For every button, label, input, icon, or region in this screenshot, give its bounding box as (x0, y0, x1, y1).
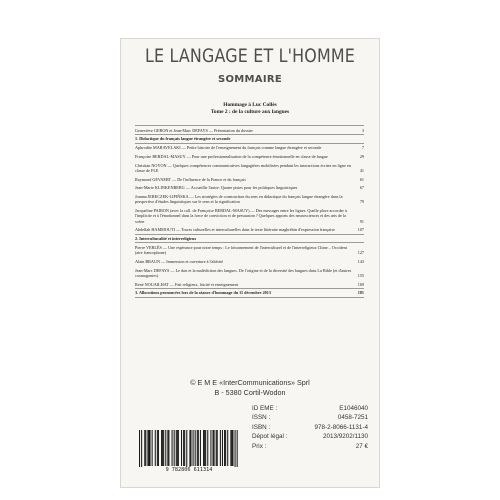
section-title-1: 1. Didactique du français langue étrangère et seconde (135, 136, 231, 142)
meta-isbn-label: ISBN : (252, 423, 271, 431)
publisher-name: © E M E «InterCommunications» Sprl (190, 378, 310, 387)
barcode-bar (210, 430, 211, 466)
barcode-bar (207, 430, 208, 466)
barcode-bar (204, 430, 205, 466)
toc-entry (135, 245, 364, 256)
sommaire-heading: SOMMAIRE (218, 74, 282, 85)
toc-entry-text: Geneviève GERON et Jean-Marc DEFAYS — Présentation du dossier (135, 127, 253, 133)
toc-entry-page: 29 (359, 153, 364, 159)
meta-isbn-value: 978-2-8066-1131-4 (314, 423, 368, 431)
barcode-bar (231, 430, 232, 466)
toc-entry (135, 145, 364, 150)
barcode-bar (141, 430, 142, 470)
meta-id-row (252, 404, 368, 413)
barcode-bar (144, 430, 145, 466)
barcode-bar (178, 430, 179, 466)
barcode-bar (200, 430, 201, 466)
meta-issn-value: 0458-7251 (337, 414, 368, 422)
toc-entry-page: 181 (357, 290, 364, 296)
meta-isbn-row (252, 423, 368, 432)
toc-entry (135, 177, 364, 182)
barcode-bar (152, 430, 153, 466)
barcode-bar (168, 430, 169, 466)
barcode-bar (190, 430, 191, 466)
toc-entry (135, 163, 364, 174)
meta-price-row (252, 442, 368, 451)
toc-entry-page: 67 (359, 185, 364, 191)
hommage-line-1: Hommage à Luc Collès (223, 102, 277, 108)
toc-entry-text: 3. Allocutions prononcées lors de la séance d'hommage du 11 décembre 2013 (135, 290, 271, 296)
barcode-bar (217, 430, 218, 466)
toc-entry-text: Jean-Marie KLINKENBERG — Accueillir l'autre. Quatre pistes pour les politiques linguistiques (135, 185, 298, 191)
barcode-bar (203, 430, 204, 466)
toc-entry-page: 169 (357, 281, 364, 287)
barcode-bar (177, 430, 178, 466)
barcode-bar (193, 430, 194, 466)
barcode-bar (235, 430, 236, 470)
meta-price-label: Prix : (252, 442, 267, 450)
barcode-digits: 9 782806 611314 (136, 467, 242, 473)
barcode-bar (162, 430, 163, 466)
barcode-bar (195, 430, 196, 466)
toc-entry (135, 208, 364, 224)
publisher-address: B - 5380 Cortil-Wodon (214, 388, 286, 397)
toc-entry (135, 282, 364, 287)
barcode-bar (174, 430, 175, 466)
toc-entry-text: Raymond GEVAERT — De l'influence de la France et du français (135, 176, 246, 182)
barcode-bar (148, 430, 149, 466)
hommage-line-2: Tome 2 : de la culture aux langues (210, 109, 290, 115)
toc-entry-text: René NOUAILHAT — Fait religieux, laïcité et enseignement (135, 281, 238, 287)
toc-entry-text: Joanna JERECZEK-LIPIŃSKA — Les stratégies de construction du sens en didactique du français langue étrangère dans la perspective d'études linguistiques sur le sens et la signification (135, 193, 343, 205)
barcode-bar (230, 430, 231, 466)
barcode-bar (183, 430, 184, 466)
table-of-contents (135, 124, 364, 299)
divider (135, 143, 364, 144)
toc-entry-allocutions (135, 290, 364, 295)
divider (135, 242, 364, 243)
barcode-bar (189, 430, 190, 470)
meta-price-value: 27 € (355, 442, 368, 450)
toc-entry (135, 268, 364, 279)
barcode-bar (172, 430, 173, 466)
meta-depot-value: 2013/9202/1130 (322, 433, 368, 441)
toc-entry-text: Aphrodite MARAVELAKI — Petite histoire de l'enseignement du français comme langue étrangère et seconde (135, 145, 322, 151)
toc-entry-text: Pierre VERLÈS — Une espérance pour notre temps : Le foisonnement de l'interculturel et de l'interreligieux Chine – Occident (aire francophone) (135, 244, 347, 256)
barcode-bar (163, 430, 164, 466)
barcode-bar (205, 430, 206, 466)
barcode-bar (181, 430, 182, 466)
toc-entry-page: 61 (359, 176, 364, 182)
toc-entry-text: Jean-Marc DEFAYS — Le don et la malédiction des langues. De l'origine et de la diversité des langues dans La Bible (et d'autres cosmogonies) (135, 267, 352, 278)
toc-entry-text: Françoise BERDAL-MASUY — Pour une professionnalisation de la compétence émotionnelle en classe de langue (135, 153, 328, 159)
barcode-bar (157, 430, 158, 466)
toc-entry (135, 194, 364, 205)
barcode-bar (222, 430, 223, 466)
barcode-bar (167, 430, 168, 466)
barcode-bar (176, 430, 177, 466)
barcode-bars (136, 430, 242, 470)
toc-entry-page: 143 (357, 258, 364, 264)
barcode-bar (158, 430, 159, 466)
meta-depot-row (252, 432, 368, 441)
toc-entry-page: 127 (357, 250, 364, 256)
toc-entry-page: 155 (357, 272, 364, 278)
meta-id-value: E1046040 (339, 405, 368, 412)
toc-entry-text: Christian NOYON — Quelques compétences communicatives langagières mobilisées pendant les interactions écrites en ligne en classe de FLE (135, 162, 351, 173)
toc-entry-intro (135, 128, 364, 133)
barcode-bar (224, 430, 225, 466)
toc-entry (135, 259, 364, 264)
hommage-heading (0, 102, 500, 116)
toc-entry-page: 7 (361, 145, 364, 151)
barcode-bar (213, 430, 214, 466)
toc-entry-page: 41 (359, 167, 364, 173)
barcode-bar (227, 430, 228, 466)
publication-metadata (252, 404, 368, 451)
divider (135, 234, 364, 235)
barcode-bar (161, 430, 162, 466)
divider (135, 288, 364, 289)
divider (135, 125, 364, 126)
toc-entry-text: Alain BRAUN — Immersion et ouverture à l'altérité (135, 258, 224, 264)
barcode-bar (216, 430, 217, 466)
meta-id-label: ID EME : (252, 405, 278, 412)
barcode-bar (147, 430, 148, 466)
barcode-bar (150, 430, 151, 466)
toc-entry (135, 185, 364, 190)
toc-entry-page: 3 (361, 127, 364, 133)
barcode-bar (225, 430, 226, 466)
meta-issn-row (252, 413, 368, 422)
barcode-bar (198, 430, 199, 466)
barcode-bar (145, 430, 146, 466)
barcode-bar (186, 430, 187, 470)
barcode-bar (165, 430, 166, 466)
barcode-bar (214, 430, 215, 466)
barcode-bar (220, 430, 221, 466)
meta-depot-label: Dépot légal : (252, 433, 288, 441)
toc-entry-page: 79 (359, 199, 364, 205)
barcode-bar (184, 430, 185, 466)
barcode-bar (232, 430, 233, 466)
meta-issn-label: ISSN : (252, 414, 271, 422)
section-title-2: 2. Interculturalité et interreligieux (135, 236, 197, 241)
barcode-bar (197, 430, 198, 466)
toc-entry (135, 154, 364, 159)
isbn-barcode (136, 430, 242, 472)
toc-entry-page: 91 (359, 218, 364, 224)
toc-entry-page: 107 (357, 227, 364, 233)
barcode-bar (237, 430, 238, 470)
journal-title: LE LANGAGE ET L'HOMME (144, 46, 356, 67)
divider (135, 134, 364, 135)
toc-entry-text: Jacqueline PAIRON (avec la coll. de Françoise BERDAL-MASUY) — Des messages entre les lignes. Quelle place accorder à l'implicite et à l'émotionnel dans la force de conviction et de persuasion ? Quelques apports des neurosciences et des arts de la scène (135, 207, 347, 224)
toc-entry-text: Abdellah HAMMOUTI — Traces culturelles et interculturelles dans le texte littéraire maghrébin d'expression française (135, 227, 335, 233)
publisher-block (0, 378, 500, 398)
toc-entry (135, 227, 364, 232)
barcode-bar (155, 430, 156, 466)
barcode-bar (139, 430, 140, 470)
divider (135, 297, 364, 298)
